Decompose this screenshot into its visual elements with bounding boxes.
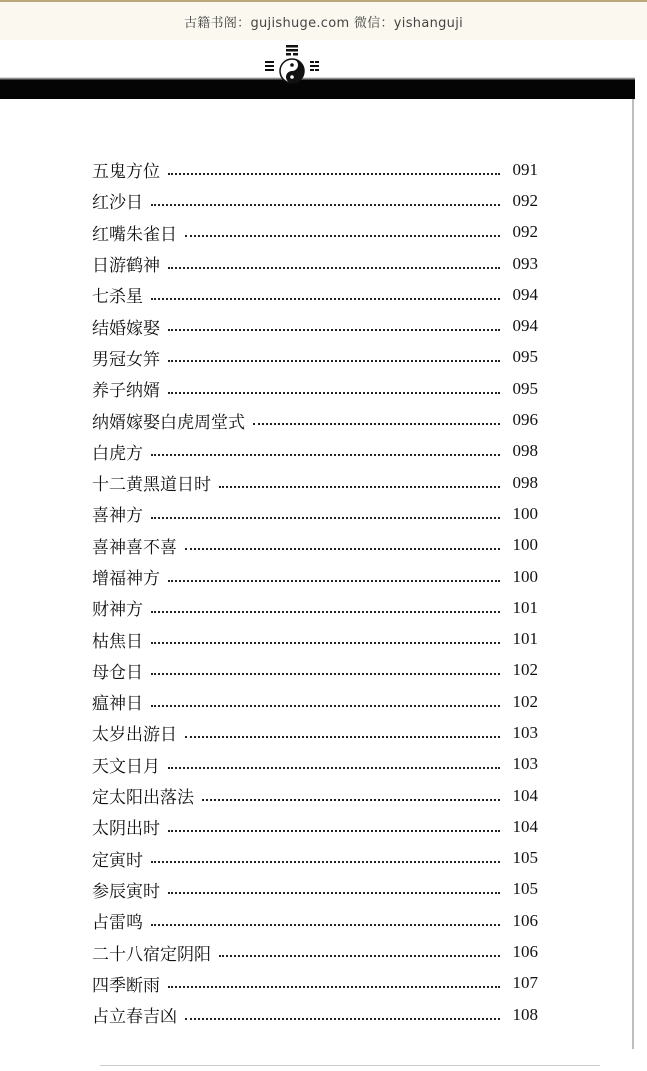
toc-entry[interactable] [92,780,538,811]
toc-entry[interactable] [92,655,538,686]
toc-entry-title: 太阴出时 [92,819,160,840]
toc-entry-page-number: 103 [512,754,538,774]
toc-entry-title: 白虎方 [92,443,143,464]
dot-leader [151,861,500,863]
toc-entry-title: 七杀星 [92,287,143,308]
toc-entry-title: 参辰寅时 [92,881,160,902]
toc-entry-title: 天文日月 [92,756,160,777]
toc-entry-title: 财神方 [92,600,143,621]
toc-entry-title: 纳婿嫁娶白虎周堂式 [92,412,245,433]
toc-entry[interactable] [92,592,538,623]
toc-entry[interactable] [92,936,538,967]
toc-entry-page-number: 102 [512,691,538,711]
dot-leader [168,580,500,582]
toc-entry-page-number: 100 [512,503,538,523]
dot-leader [151,673,500,675]
toc-entry[interactable] [92,874,538,905]
toc-entry-page-number: 092 [512,190,538,210]
toc-entry-page-number: 100 [512,535,538,555]
toc-entry-title: 日游鹤神 [92,256,160,277]
dot-leader [168,267,500,269]
toc-entry-title: 五鬼方位 [92,162,160,183]
watermark-text: 古籍书阁：gujishuge.com 微信：yishanguji [183,16,464,31]
bottom-rule [100,1065,600,1066]
dot-leader [151,204,500,206]
toc-entry[interactable] [92,968,538,999]
dot-leader [151,611,500,613]
toc-entry[interactable] [92,185,538,216]
toc-entry-page-number: 105 [512,879,538,899]
toc-entry-title: 红沙日 [92,193,143,214]
dot-leader [168,392,500,394]
toc-entry-page-number: 098 [512,441,538,461]
table-of-contents [92,154,538,1030]
dot-leader [168,892,500,894]
toc-entry-page-number: 101 [512,629,538,649]
toc-entry-title: 结婚嫁娶 [92,318,160,339]
page-edge-rule [632,99,634,1049]
toc-entry-title: 喜神方 [92,506,143,527]
toc-entry[interactable] [92,248,538,279]
toc-entry-title: 枯焦日 [92,631,143,652]
dot-leader [168,329,500,331]
dot-leader [219,486,500,488]
toc-entry-page-number: 101 [512,597,538,617]
toc-entry-page-number: 107 [512,973,538,993]
toc-entry[interactable] [92,686,538,717]
dot-leader [168,986,500,988]
dot-leader [168,173,500,175]
toc-entry[interactable] [92,279,538,310]
yin-yang-bagua-icon [262,43,322,85]
toc-entry[interactable] [92,467,538,498]
dot-leader [202,799,500,801]
dot-leader [151,924,500,926]
toc-entry-title: 占雷鸣 [92,913,143,934]
toc-entry-title: 定寅时 [92,850,143,871]
toc-entry-page-number: 094 [512,284,538,304]
dot-leader [151,642,500,644]
toc-entry-page-number: 096 [512,410,538,430]
toc-entry-title: 四季断雨 [92,975,160,996]
dot-leader [168,830,500,832]
toc-entry-title: 母仓日 [92,662,143,683]
toc-entry[interactable] [92,154,538,185]
toc-entry[interactable] [92,843,538,874]
dot-leader [185,235,500,237]
toc-entry-page-number: 091 [512,159,538,179]
toc-entry-page-number: 092 [512,222,538,242]
toc-entry-page-number: 094 [512,316,538,336]
toc-entry[interactable] [92,561,538,592]
toc-entry-page-number: 104 [512,785,538,805]
dot-leader [168,360,500,362]
dot-leader [185,736,500,738]
toc-entry[interactable] [92,310,538,341]
dot-leader [151,454,500,456]
toc-entry-title: 瘟神日 [92,694,143,715]
dot-leader [168,767,500,769]
toc-entry[interactable] [92,498,538,529]
toc-entry-title: 太岁出游日 [92,725,177,746]
dot-leader [253,423,500,425]
toc-entry-page-number: 102 [512,660,538,680]
toc-entry[interactable] [92,404,538,435]
dot-leader [151,705,500,707]
toc-entry[interactable] [92,217,538,248]
toc-entry-page-number: 105 [512,848,538,868]
toc-entry-title: 养子纳婿 [92,381,160,402]
dot-leader [185,1018,500,1020]
toc-entry[interactable] [92,717,538,748]
toc-entry-page-number: 095 [512,347,538,367]
toc-entry-title: 二十八宿定阴阳 [92,944,211,965]
toc-entry-page-number: 104 [512,816,538,836]
toc-entry-title: 十二黄黑道日时 [92,475,211,496]
dot-leader [151,298,500,300]
dot-leader [185,548,500,550]
toc-entry[interactable] [92,436,538,467]
toc-entry[interactable] [92,905,538,936]
toc-entry-page-number: 108 [512,1004,538,1024]
toc-entry[interactable] [92,623,538,654]
toc-entry[interactable] [92,749,538,780]
toc-entry[interactable] [92,530,538,561]
toc-entry-page-number: 103 [512,722,538,742]
toc-entry-title: 男冠女笄 [92,349,160,370]
toc-entry-title: 定太阳出落法 [92,788,194,809]
toc-entry[interactable] [92,342,538,373]
toc-entry-page-number: 106 [512,910,538,930]
toc-entry[interactable] [92,373,538,404]
toc-entry-title: 占立春吉凶 [92,1007,177,1028]
toc-entry[interactable] [92,999,538,1030]
toc-entry-page-number: 100 [512,566,538,586]
toc-entry-page-number: 093 [512,253,538,273]
dot-leader [151,517,500,519]
toc-entry-title: 喜神喜不喜 [92,537,177,558]
toc-entry-page-number: 098 [512,472,538,492]
toc-entry-page-number: 095 [512,378,538,398]
dot-leader [219,955,500,957]
toc-entry-page-number: 106 [512,942,538,962]
toc-entry[interactable] [92,811,538,842]
toc-entry-title: 增福神方 [92,569,160,589]
toc-entry-title: 红嘴朱雀日 [92,224,177,245]
